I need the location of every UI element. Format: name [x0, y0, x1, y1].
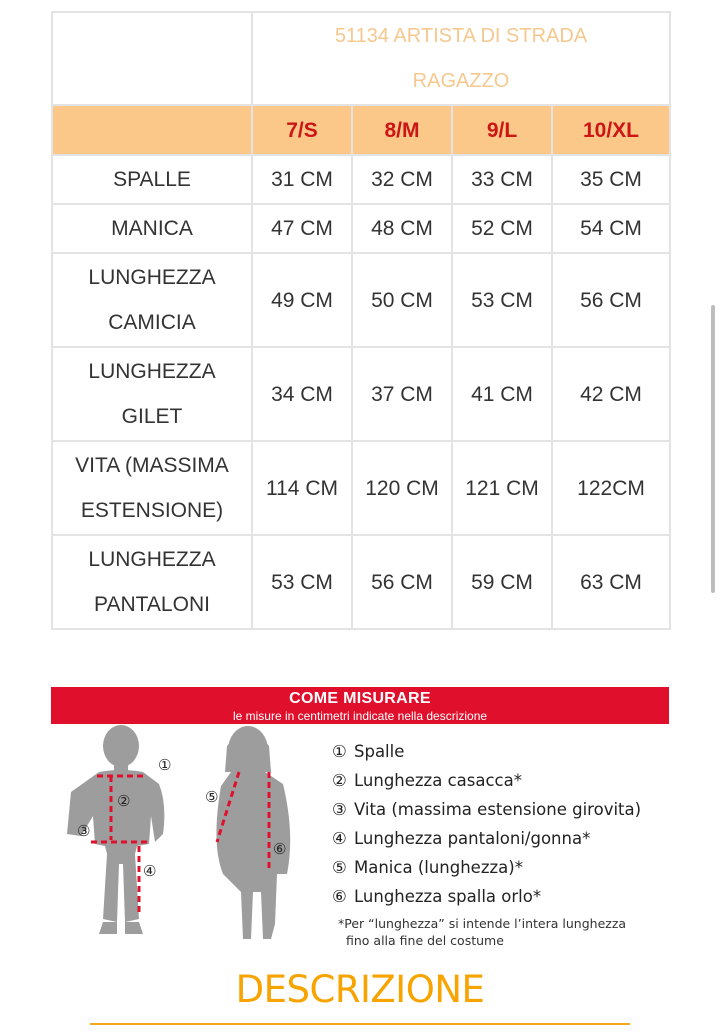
size-header: 10/XL — [552, 105, 670, 155]
table-row — [52, 155, 670, 204]
table-cell: 48 CM — [352, 204, 452, 253]
instruction-number: ④ — [332, 829, 347, 848]
row-label-line1: VITA (MASSIMA — [75, 454, 229, 477]
instruction-item — [332, 795, 672, 824]
instruction-number: ① — [332, 742, 347, 761]
figure-marker-6: ⑥ — [273, 840, 287, 858]
size-header-blank — [52, 105, 252, 155]
table-cell: 53 CM — [452, 253, 552, 347]
row-label-line1: SPALLE — [113, 168, 191, 191]
measure-subtitle: le misure in centimetri indicate nella descrizione — [232, 709, 488, 723]
figure-marker-3: ③ — [77, 822, 91, 840]
footnote-line1: *Per “lunghezza” si intende l’intera lunghezza — [338, 916, 627, 931]
table-cell: 56 CM — [552, 253, 670, 347]
instruction-item — [332, 766, 672, 795]
table-cell: 53 CM — [252, 535, 352, 629]
row-label-line2: GILET — [121, 405, 183, 428]
measure-figures — [51, 724, 331, 955]
table-cell: 120 CM — [352, 441, 452, 535]
instruction-number: ⑥ — [332, 887, 347, 906]
row-label-line2: ESTENSIONE) — [80, 499, 224, 522]
instruction-number: ② — [332, 771, 347, 790]
row-label-line2: CAMICIA — [108, 311, 196, 334]
measure-instructions — [332, 737, 672, 911]
product-title-line2: RAGAZZO — [412, 69, 510, 92]
instruction-text: Spalle — [354, 742, 405, 761]
table-cell: 52 CM — [452, 204, 552, 253]
row-label — [52, 535, 252, 629]
table-cell: 122CM — [552, 441, 670, 535]
table-row — [52, 535, 670, 629]
table-cell: 32 CM — [352, 155, 452, 204]
table-cell: 56 CM — [352, 535, 452, 629]
table-title-row — [52, 12, 670, 105]
size-header-row — [52, 105, 670, 155]
table-cell: 49 CM — [252, 253, 352, 347]
figure-marker-2: ② — [117, 792, 131, 810]
size-header: 7/S — [252, 105, 352, 155]
instruction-text: Lunghezza spalla orlo* — [354, 887, 542, 906]
description-heading: DESCRIZIONE — [235, 968, 485, 1011]
row-label-line1: MANICA — [111, 217, 193, 240]
table-row — [52, 253, 670, 347]
row-label-line1: LUNGHEZZA — [88, 360, 216, 383]
size-header: 9/L — [452, 105, 552, 155]
table-row — [52, 441, 670, 535]
instruction-item — [332, 824, 672, 853]
product-title — [252, 12, 670, 105]
instruction-text: Vita (massima estensione girovita) — [354, 800, 642, 819]
table-cell: 54 CM — [552, 204, 670, 253]
figure-marker-1: ① — [158, 756, 172, 774]
footnote-line2: fino alla fine del costume — [346, 933, 504, 948]
instruction-number: ⑤ — [332, 858, 347, 877]
description-divider — [90, 1023, 630, 1025]
figure-marker-5: ⑤ — [205, 788, 219, 806]
row-label-line1: LUNGHEZZA — [88, 548, 216, 571]
scrollbar[interactable] — [711, 305, 715, 593]
back-figure — [216, 726, 290, 939]
row-label — [52, 253, 252, 347]
product-title-line1: 51134 ARTISTA DI STRADA — [334, 24, 588, 47]
size-header: 8/M — [352, 105, 452, 155]
table-row — [52, 204, 670, 253]
table-cell: 41 CM — [452, 347, 552, 441]
table-cell: 63 CM — [552, 535, 670, 629]
instruction-number: ③ — [332, 800, 347, 819]
measure-banner — [51, 687, 669, 724]
table-cell: 34 CM — [252, 347, 352, 441]
table-cell: 47 CM — [252, 204, 352, 253]
table-row — [52, 347, 670, 441]
size-table — [51, 11, 671, 630]
instruction-text: Lunghezza casacca* — [354, 771, 522, 790]
instruction-text: Lunghezza pantaloni/gonna* — [354, 829, 591, 848]
table-cell: 59 CM — [452, 535, 552, 629]
row-label — [52, 441, 252, 535]
table-cell: 33 CM — [452, 155, 552, 204]
table-cell: 121 CM — [452, 441, 552, 535]
row-label — [52, 347, 252, 441]
table-cell: 42 CM — [552, 347, 670, 441]
row-label — [52, 155, 252, 204]
row-label-line1: LUNGHEZZA — [88, 266, 216, 289]
table-cell: 50 CM — [352, 253, 452, 347]
instruction-text: Manica (lunghezza)* — [354, 858, 523, 877]
blank-cell — [52, 12, 252, 105]
instruction-item — [332, 853, 672, 882]
table-cell: 35 CM — [552, 155, 670, 204]
table-cell: 114 CM — [252, 441, 352, 535]
measure-footnote — [338, 915, 678, 949]
figure-marker-4: ④ — [143, 862, 157, 880]
measure-title: COME MISURARE — [289, 690, 431, 707]
instruction-item — [332, 882, 672, 911]
measure-guide-image — [51, 687, 669, 955]
table-cell: 31 CM — [252, 155, 352, 204]
table-cell: 37 CM — [352, 347, 452, 441]
row-label — [52, 204, 252, 253]
row-label-line2: PANTALONI — [94, 593, 210, 616]
instruction-item — [332, 737, 672, 766]
